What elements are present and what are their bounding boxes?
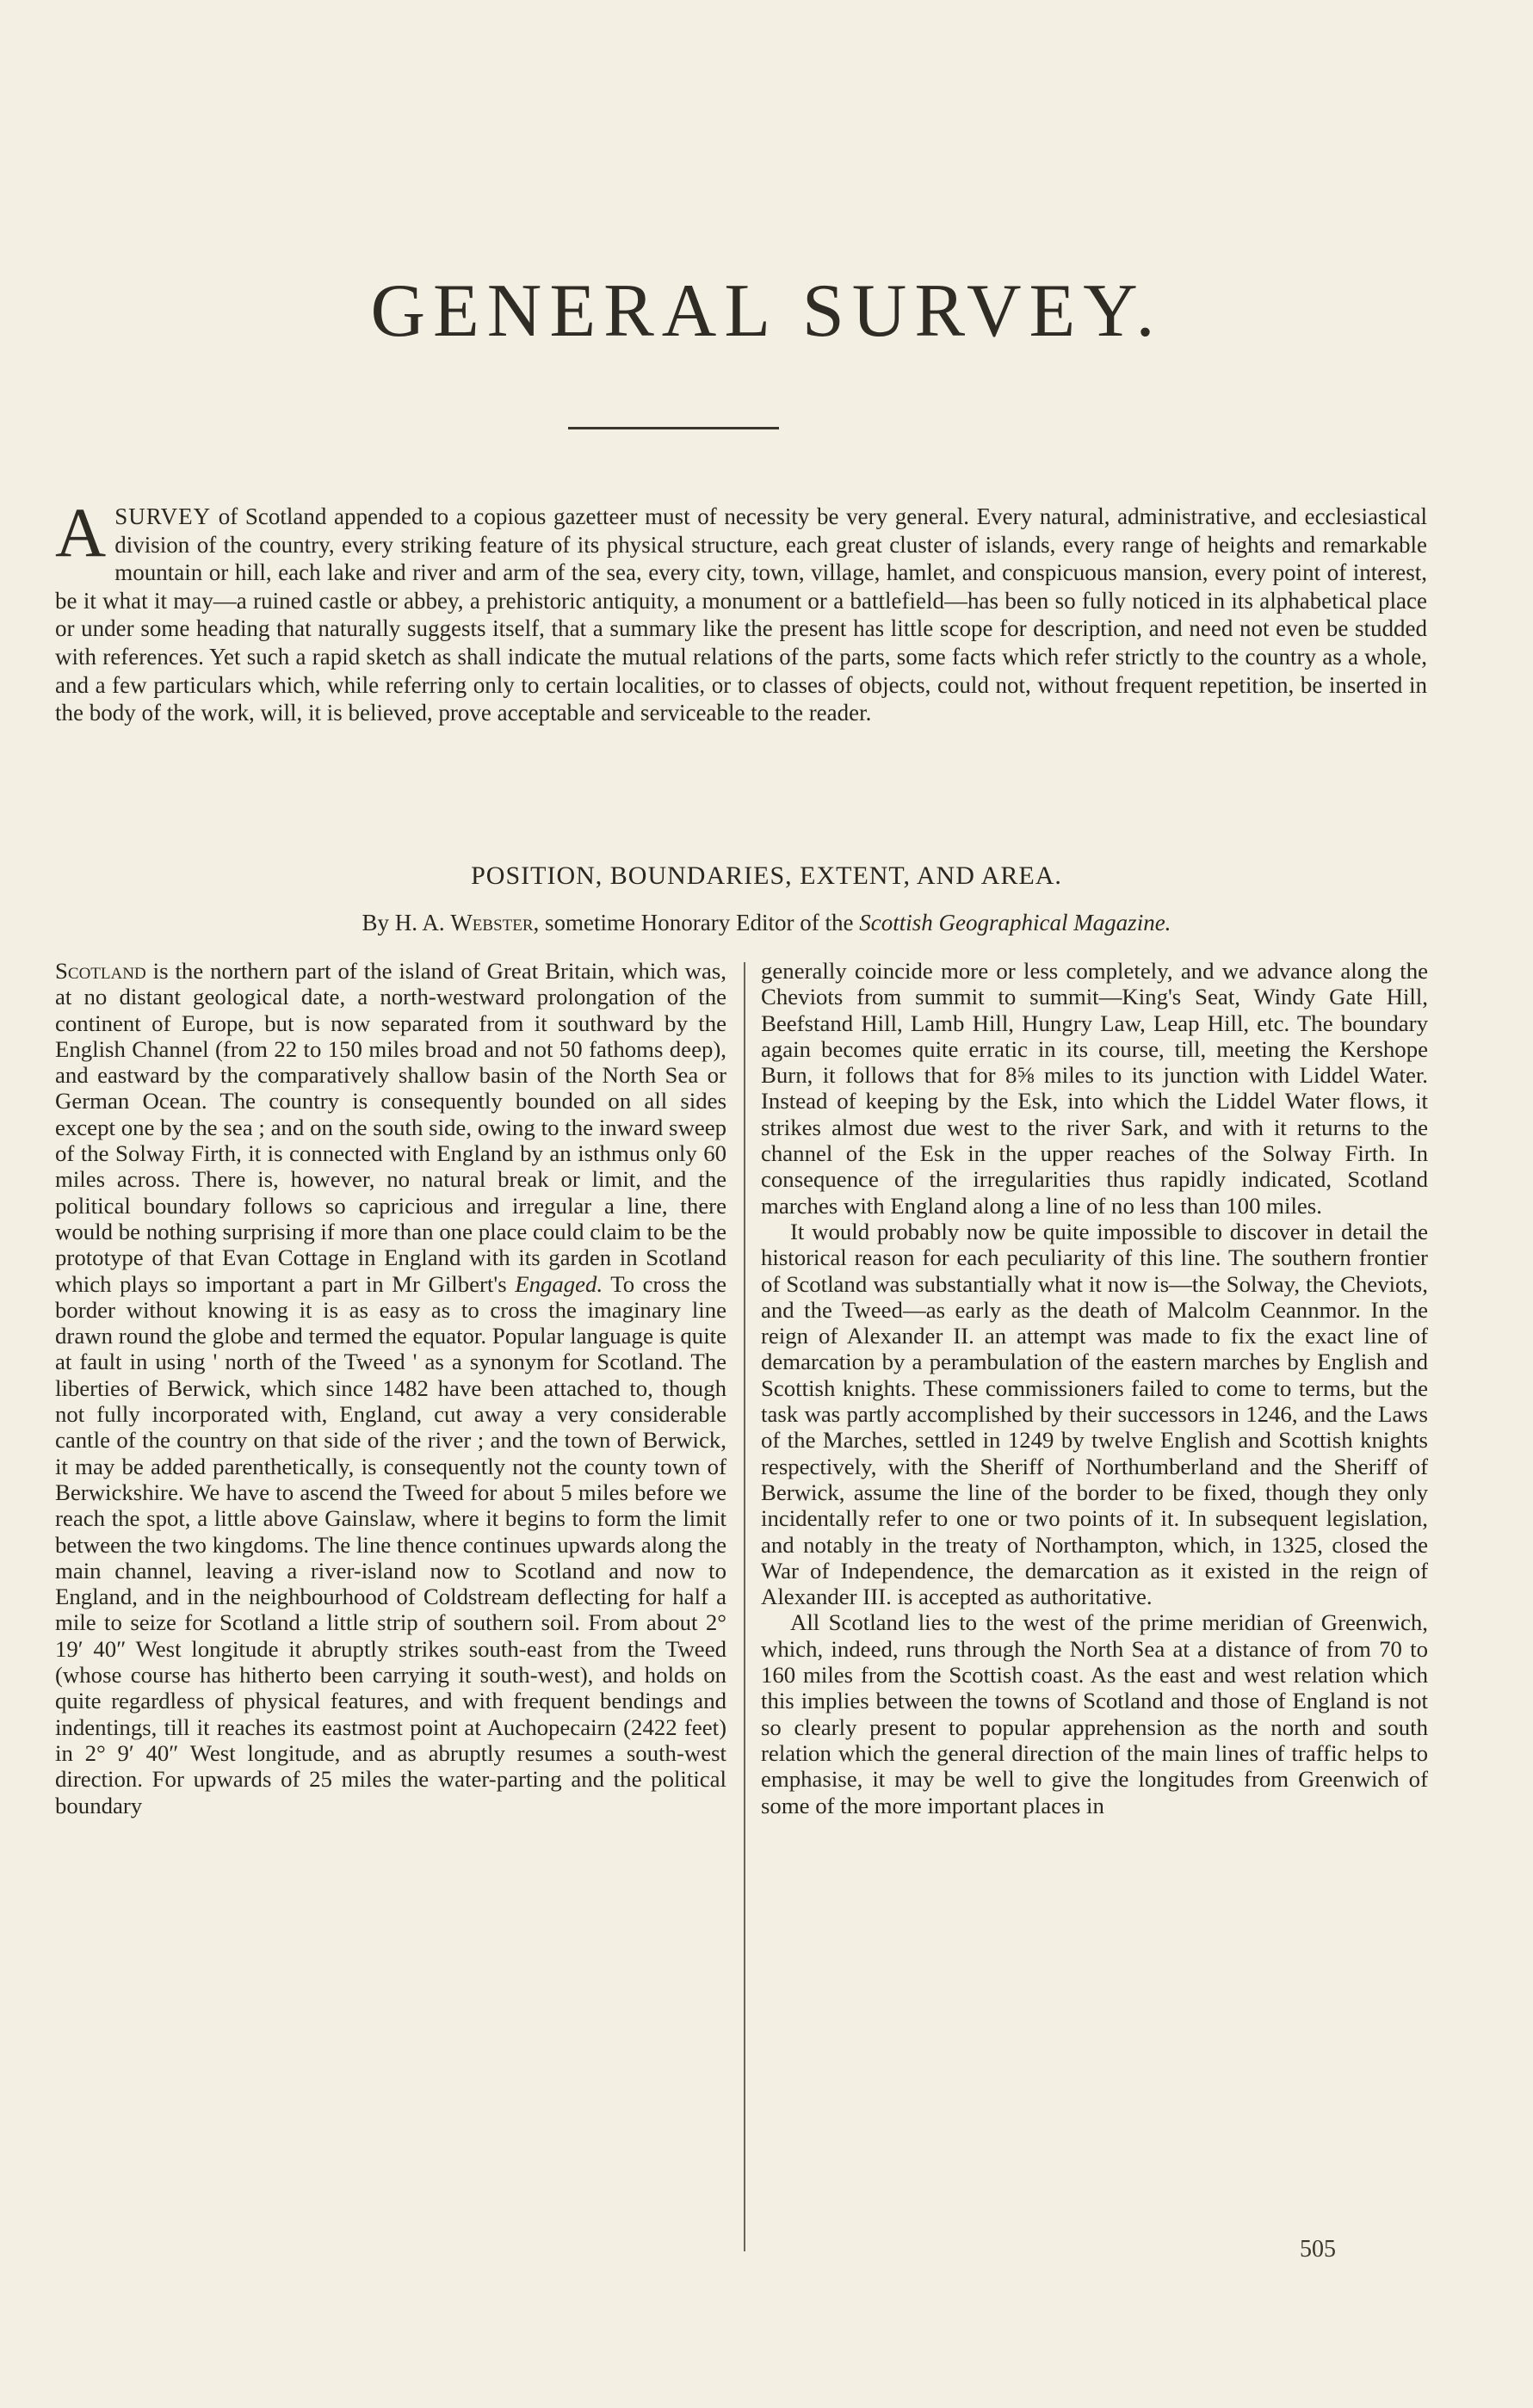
drop-cap: A <box>55 493 107 571</box>
section-heading: POSITION, BOUNDARIES, EXTENT, AND AREA. <box>471 861 1062 890</box>
italic-title: Engaged. <box>515 1270 603 1297</box>
right-paragraph-2: It would probably now be quite impossible to discover in detail the historical reason for each peculiarity of this line. The southern frontier of Scotland was substantially what it now is—the Solway, the Cheviots, and the Tweed—as early as the death of Malcolm Ceannmor. In the reign of Alexander II. an attempt was made to fix the exact line of demarcation by a perambulation of the eastern marches by English and Scottish knights. These commissioners failed to come to terms, but the task was partly accomplished by their successors in 1246, and the Laws of the Marches, settled in 1249 by twelve English and Scottish knights respectively, with the Sheriff of Northumberland and the Sheriff of Berwick, assume the line of the border to be fixed, though they only incidentally refer to one or two points of it. In subsequent legislation, and notably in the treaty of Northampton, which, in 1325, closed the War of Independence, the demarcation as it existed in the reign of Alexander III. is accepted as authoritative. <box>761 1218 1428 1610</box>
paragraph-lead-word: Scotland <box>55 958 146 984</box>
left-text-b: To cross the border without knowing it is as easy as to cross the imaginary line drawn round the globe and termed the equator. Popular language is quite at fault in using ' north of the Tweed ' as a synonym for Scotland. The liberties of Berwick, which since 1482 have been attached to, though not fully incorporated with, England, cut away a very considerable cantle of the country on that side of the river ; and the town of Berwick, it may be added parenthetically, is consequently not the county town of Berwickshire. We have to ascend the Tweed for about 5 miles before we reach the spot, a little above Gainslaw, where it begins to form the limit between the two kingdoms. The line thence continues upwards along the main channel, leaving a river-island now to Scotland and now to England, and in the neighbourhood of Coldstream deflecting for half a mile to seize for Scotland a little strip of southern soil. From about 2° 19′ 40″ West longitude it abruptly strikes south-east from the Tweed (whose course has hitherto been carrying it south-west), and holds on quite regardless of physical features, and with frequent bendings and indentings, till it reaches its eastmost point at Auchopecairn (2422 feet) in 2° 9′ 40″ West longitude, and as abruptly resumes a south-west direction. For upwards of 25 miles the water-parting and the political boundary <box>55 1270 726 1818</box>
right-paragraph-1: generally coincide more or less completely, and we advance along the Cheviots from summit to summit—King's Seat, Windy Gate Hill, Beefstand Hill, Lamb Hill, Hungry Law, Leap Hill, etc. The boundary again becomes quite erratic in its course, till, meeting the Kershope Burn, it follows that for 8⅝ miles to its junction with Liddel Water. Instead of keeping by the Esk, into which the Liddel Water flows, it strikes almost due west to the river Sark, and with it returns to the channel of the Esk in the upper reaches of the Solway Firth. In consequence of the irregularities thus rapidly indicated, Scotland marches with England along a line of no less than 100 miles. <box>761 958 1428 1219</box>
page-number: 505 <box>1300 2236 1336 2263</box>
page-title: GENERAL SURVEY. <box>370 269 1163 353</box>
byline-middle: , sometime Honorary Editor of the <box>533 910 860 935</box>
byline-magazine: Scottish Geographical Magazine. <box>859 910 1171 935</box>
left-paragraph-1 <box>55 958 726 1818</box>
right-paragraph-3: All Scotland lies to the west of the prime meridian of Greenwich, which, indeed, runs through the North Sea at a distance of from 70 to 160 miles from the Scottish coast. As the east and west relation which this implies between the towns of Scotland and those of England is not so clearly present to popular apprehension as the north and south relation which the general direction of the main lines of traffic helps to emphasise, it may be well to give the longitudes from Greenwich of some of the more important places in <box>761 1609 1428 1818</box>
byline <box>0 910 1533 936</box>
byline-prefix: By H. A. <box>362 910 451 935</box>
intro-paragraph <box>55 493 1427 727</box>
right-column <box>761 958 1428 1818</box>
intro-text: of Scotland appended to a copious gazetteer must of necessity be very general. Every natural, administrative, and ecclesiastical division of the country, every striking feature of its physical structure, each great cluster of islands, every range of heights and remarkable mountain or hill, each lake and river and arm of the sea, every city, town, village, hamlet, and conspicuous mansion, every point of interest, be it what it may—a ruined castle or abbey, a prehistoric antiquity, a monument or a battlefield—has been so fully noticed in its alphabetical place or under some heading that naturally suggests itself, that a summary like the present has little scope for description, and need not even be studded with references. Yet such a rapid sketch as shall indicate the mutual relations of the parts, some facts which refer strictly to the country as a whole, and a few particulars which, while referring only to certain localities, or to classes of objects, could not, without frequent repetition, be inserted in the body of the work, will, it is believed, prove acceptable and serviceable to the reader. <box>55 503 1427 726</box>
left-column <box>55 958 726 1818</box>
title-divider <box>568 427 779 429</box>
intro-lead-word: SURVEY <box>114 503 212 529</box>
column-divider <box>744 962 745 2251</box>
left-text-a: is the northern part of the island of Great Britain, which was, at no distant geological date, a north-westward prolongation of the continent of Europe, but is now separated from it southward by the English Channel (from 22 to 150 miles broad and not 50 fathoms deep), and eastward by the comparatively shallow basin of the North Sea or German Ocean. The country is consequently bounded on all sides except one by the sea ; and on the south side, owing to the inward sweep of the Solway Firth, it is connected with England by an isthmus only 60 miles across. There is, however, no natural break or limit, and the political boundary follows so capricious and irregular a line, there would be nothing surprising if more than one place could claim to be the prototype of that Evan Cottage in England with its garden in Scotland which plays so important a part in Mr Gilbert's <box>55 958 726 1297</box>
byline-author: Webster <box>450 910 534 935</box>
